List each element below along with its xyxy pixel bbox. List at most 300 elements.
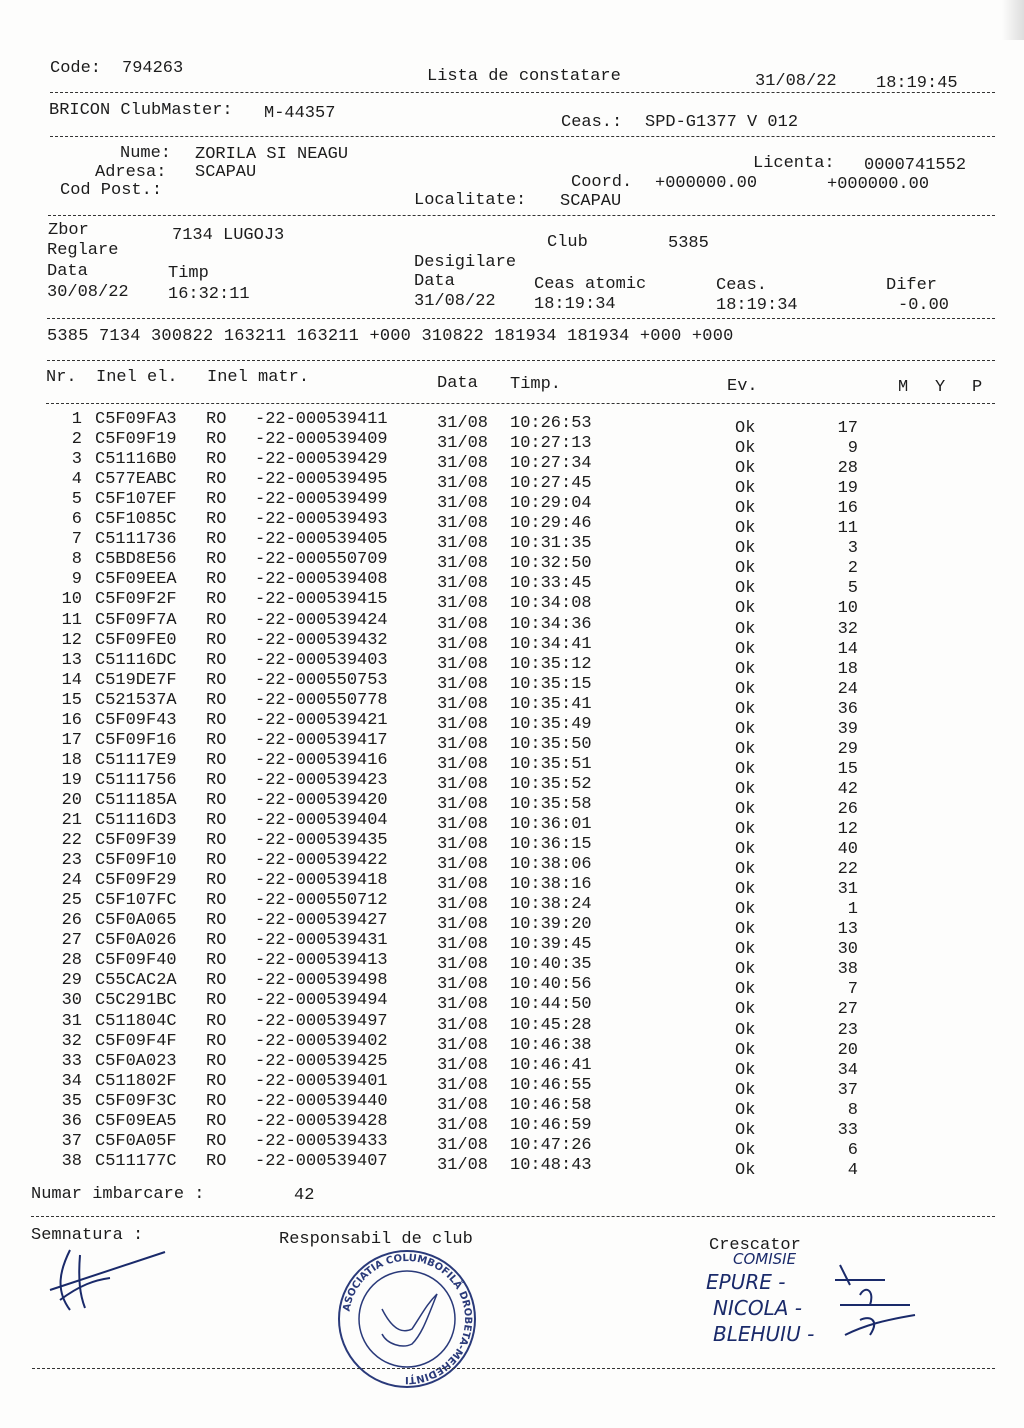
table-row [0, 911, 1024, 940]
row-nr: 4 [71, 470, 82, 490]
row-date: 31/08 [437, 1055, 489, 1075]
row-inel-el: C5F09F3C [95, 1091, 177, 1111]
table-row [0, 570, 1024, 599]
ceas-atomic-value: 18:19:34 [534, 295, 616, 314]
row-inel-el: C5F0A05F [95, 1131, 177, 1151]
row-nr: 19 [61, 770, 82, 790]
row-nr: 14 [61, 670, 82, 690]
row-ev: Ok [735, 1140, 756, 1160]
row-rank: 40 [837, 840, 858, 860]
row-ev: Ok [735, 439, 756, 459]
row-nr: 7 [71, 530, 82, 550]
row-country: RO [206, 670, 227, 690]
row-country: RO [206, 590, 227, 610]
row-time: 10:35:51 [510, 754, 592, 774]
row-rank: 26 [837, 799, 858, 819]
row-country: RO [206, 1031, 227, 1051]
row-time: 10:26:53 [510, 414, 592, 433]
row-rank: 24 [837, 679, 858, 699]
row-country: RO [206, 790, 227, 810]
row-inel-el: C5F09FE0 [95, 630, 177, 650]
row-country: RO [206, 1131, 227, 1151]
table-row [0, 670, 1024, 699]
row-time: 10:35:50 [510, 734, 592, 754]
row-inel-el: C5F09F10 [95, 851, 177, 871]
row-nr: 35 [61, 1091, 82, 1111]
row-inel-el: C5111756 [95, 770, 177, 790]
row-ev: Ok [735, 1120, 756, 1140]
table-row [0, 1091, 1024, 1120]
row-nr: 13 [61, 650, 82, 670]
row-inel-matr: -22-000550709 [255, 550, 388, 570]
row-inel-el: C51117E9 [95, 750, 177, 770]
table-header [0, 368, 1024, 397]
row-country: RO [206, 931, 227, 951]
row-time: 10:35:15 [510, 674, 592, 694]
row-time: 10:38:16 [510, 875, 592, 895]
desigilare-data-label: Data [414, 272, 455, 291]
row-ev: Ok [735, 880, 756, 900]
row-date: 31/08 [437, 895, 489, 915]
localitate-value: SCAPAU [560, 192, 622, 211]
row-inel-matr: -22-000539420 [255, 790, 388, 810]
row-country: RO [206, 750, 227, 770]
row-nr: 6 [71, 510, 82, 530]
handwritten-epure: EPURE - [706, 1270, 786, 1294]
divider [47, 318, 995, 319]
row-inel-matr: -22-000550778 [255, 690, 388, 710]
row-rank: 28 [837, 459, 858, 479]
row-country: RO [206, 530, 227, 550]
handwritten-blehuiu: BLEHUIU - [713, 1322, 815, 1346]
coord-label: Coord. [571, 173, 633, 192]
localitate-label: Localitate: [414, 191, 527, 210]
row-country: RO [206, 650, 227, 670]
row-ev: Ok [735, 659, 756, 679]
row-rank: 30 [837, 940, 858, 960]
table-row [0, 811, 1024, 839]
row-date: 31/08 [437, 574, 489, 594]
row-inel-matr: -22-000539405 [255, 530, 388, 550]
row-rank: 27 [837, 1000, 858, 1020]
row-inel-el: C5111736 [95, 530, 177, 550]
row-date: 31/08 [437, 915, 489, 935]
row-country: RO [206, 690, 227, 710]
row-nr: 37 [61, 1131, 82, 1151]
table-row [0, 610, 1024, 639]
row-time: 10:38:06 [510, 855, 592, 875]
ceas-clock-label: Ceas. [716, 276, 768, 295]
row-inel-matr: -22-000539440 [255, 1091, 388, 1111]
row-ev: Ok [735, 579, 756, 599]
table-row [0, 530, 1024, 559]
row-ev: Ok [735, 1100, 756, 1120]
table-row [0, 1071, 1024, 1100]
row-nr: 29 [61, 971, 82, 991]
row-inel-el: C5F1085C [95, 510, 177, 530]
row-time: 10:36:01 [510, 815, 592, 834]
table-row [0, 931, 1024, 960]
row-country: RO [206, 610, 227, 630]
row-date: 31/08 [437, 995, 489, 1015]
row-inel-matr: -22-000539408 [255, 570, 388, 590]
row-inel-el: C5F09F4F [95, 1031, 177, 1051]
row-ev: Ok [735, 960, 756, 980]
row-rank: 17 [837, 419, 858, 438]
row-date: 31/08 [437, 1095, 489, 1115]
row-time: 10:40:56 [510, 975, 592, 995]
row-country: RO [206, 490, 227, 510]
row-time: 10:38:24 [510, 895, 592, 915]
row-nr: 21 [61, 811, 82, 830]
col-m: M [898, 378, 909, 397]
table-row [0, 650, 1024, 679]
row-date: 31/08 [437, 754, 489, 774]
row-ev: Ok [735, 840, 756, 860]
row-ev: Ok [735, 1080, 756, 1100]
row-date: 31/08 [437, 614, 489, 634]
nume-value: ZORILA SI NEAGU [195, 145, 349, 164]
row-date: 31/08 [437, 935, 489, 955]
row-nr: 2 [71, 430, 82, 450]
row-rank: 22 [837, 860, 858, 880]
row-rank: 13 [837, 920, 858, 940]
divider [31, 1216, 995, 1217]
row-inel-matr: -22-000539407 [255, 1151, 388, 1171]
row-date: 31/08 [437, 474, 489, 494]
row-rank: 8 [847, 1100, 858, 1120]
row-rank: 23 [837, 1020, 858, 1040]
row-date: 31/08 [437, 414, 489, 433]
svg-text:ASOCIATIA COLUMBOFILĂ DROBETA-: ASOCIATIA COLUMBOFILĂ DROBETA-MEHEDINȚI [341, 1252, 474, 1386]
handwritten-nicola: NICOLA - [713, 1296, 802, 1320]
row-ev: Ok [735, 599, 756, 619]
row-rank: 33 [837, 1120, 858, 1140]
row-nr: 12 [61, 630, 82, 650]
row-nr: 34 [61, 1071, 82, 1091]
row-inel-matr: -22-000539411 [255, 410, 388, 429]
ceas-atomic-label: Ceas atomic [534, 275, 647, 294]
row-rank: 7 [847, 980, 858, 1000]
row-inel-el: C51116D3 [95, 811, 177, 830]
club-label: Club [547, 233, 588, 252]
row-time: 10:48:43 [510, 1155, 592, 1175]
row-inel-el: C5F09F2F [95, 590, 177, 610]
row-inel-matr: -22-000539499 [255, 490, 388, 510]
table-row [0, 630, 1024, 659]
row-date: 31/08 [437, 794, 489, 814]
row-time: 10:33:45 [510, 574, 592, 594]
row-time: 10:35:58 [510, 794, 592, 814]
row-ev: Ok [735, 1000, 756, 1020]
row-country: RO [206, 991, 227, 1011]
row-nr: 20 [61, 790, 82, 810]
row-inel-el: C5F09EA5 [95, 1111, 177, 1131]
imbarcare-value: 42 [294, 1186, 315, 1205]
row-time: 10:27:45 [510, 474, 592, 494]
row-ev: Ok [735, 539, 756, 559]
row-country: RO [206, 430, 227, 450]
row-inel-matr: -22-000539429 [255, 450, 388, 470]
row-time: 10:27:13 [510, 434, 592, 454]
licenta-value: 0000741552 [864, 156, 967, 175]
row-inel-el: C5F09EEA [95, 570, 177, 590]
handwritten-initials [820, 1250, 930, 1350]
row-time: 10:34:08 [510, 594, 592, 614]
row-inel-el: C511802F [95, 1071, 177, 1091]
row-time: 10:46:58 [510, 1095, 592, 1115]
row-country: RO [206, 831, 227, 851]
table-row [0, 1131, 1024, 1160]
row-nr: 15 [61, 690, 82, 710]
row-nr: 30 [61, 991, 82, 1011]
table-row [0, 1031, 1024, 1060]
row-ev: Ok [735, 799, 756, 819]
row-inel-matr: -22-000539416 [255, 750, 388, 770]
row-inel-matr: -22-000539418 [255, 871, 388, 891]
row-date: 31/08 [437, 434, 489, 454]
row-nr: 33 [61, 1051, 82, 1071]
row-country: RO [206, 710, 227, 730]
row-country: RO [206, 911, 227, 931]
row-ev: Ok [735, 1160, 756, 1180]
row-nr: 23 [61, 851, 82, 871]
row-country: RO [206, 971, 227, 991]
row-date: 31/08 [437, 534, 489, 554]
coord-x: +000000.00 [655, 174, 758, 193]
row-inel-el: C51116B0 [95, 450, 177, 470]
row-date: 31/08 [437, 1115, 489, 1135]
row-inel-el: C5F09F16 [95, 730, 177, 750]
row-date: 31/08 [437, 734, 489, 754]
row-ev: Ok [735, 719, 756, 739]
row-inel-matr: -22-000539404 [255, 811, 388, 830]
col-p: P [972, 378, 983, 397]
row-time: 10:34:36 [510, 614, 592, 634]
table-row [0, 690, 1024, 719]
table-row [0, 510, 1024, 539]
table-row [0, 971, 1024, 1000]
reglare-data: 30/08/22 [47, 283, 129, 302]
row-ev: Ok [735, 1040, 756, 1060]
row-date: 31/08 [437, 694, 489, 714]
row-inel-matr: -22-000539498 [255, 971, 388, 991]
row-ev: Ok [735, 739, 756, 759]
row-date: 31/08 [437, 875, 489, 895]
table-row [0, 951, 1024, 980]
row-time: 10:34:41 [510, 634, 592, 654]
col-data: Data [437, 374, 478, 393]
row-ev: Ok [735, 759, 756, 779]
row-rank: 14 [837, 639, 858, 659]
row-rank: 11 [837, 519, 858, 539]
row-ev: Ok [735, 980, 756, 1000]
row-nr: 25 [61, 891, 82, 911]
row-nr: 26 [61, 911, 82, 931]
row-ev: Ok [735, 519, 756, 539]
table-row [0, 550, 1024, 579]
row-date: 31/08 [437, 815, 489, 834]
row-country: RO [206, 470, 227, 490]
row-inel-el: C511804C [95, 1011, 177, 1031]
row-inel-el: C5F09F19 [95, 430, 177, 450]
row-rank: 34 [837, 1060, 858, 1080]
col-inel-matr: Inel matr. [207, 368, 310, 387]
row-ev: Ok [735, 820, 756, 839]
row-inel-matr: -22-000539493 [255, 510, 388, 530]
row-date: 31/08 [437, 494, 489, 514]
row-inel-el: C5F107EF [95, 490, 177, 510]
row-rank: 31 [837, 880, 858, 900]
table-row [0, 750, 1024, 779]
row-rank: 42 [837, 779, 858, 799]
row-inel-el: C5F0A023 [95, 1051, 177, 1071]
code-label: Code: [50, 59, 102, 78]
row-inel-matr: -22-000539421 [255, 710, 388, 730]
row-country: RO [206, 410, 227, 429]
code-value: 794263 [122, 59, 184, 78]
row-rank: 5 [847, 579, 858, 599]
code-line: 5385 7134 300822 163211 163211 +000 310822 181934 181934 +000 +000 [47, 327, 734, 346]
row-time: 10:46:59 [510, 1115, 592, 1135]
row-ev: Ok [735, 1060, 756, 1080]
table-row [0, 770, 1024, 799]
table-row [0, 730, 1024, 759]
table-row [0, 470, 1024, 499]
row-time: 10:36:15 [510, 835, 592, 855]
row-rank: 32 [837, 619, 858, 639]
table-row [0, 410, 1024, 438]
row-time: 10:35:12 [510, 654, 592, 674]
row-nr: 8 [71, 550, 82, 570]
row-inel-el: C5F09F43 [95, 710, 177, 730]
table-row [0, 590, 1024, 619]
row-ev: Ok [735, 499, 756, 519]
print-date: 31/08/22 [755, 72, 837, 91]
row-inel-el: C511185A [95, 790, 177, 810]
row-inel-el: C5F107FC [95, 891, 177, 911]
row-inel-matr: -22-000539424 [255, 610, 388, 630]
semnatura-label: Semnatura : [31, 1226, 144, 1245]
row-inel-matr: -22-000539402 [255, 1031, 388, 1051]
divider [47, 360, 995, 361]
row-time: 10:35:52 [510, 774, 592, 794]
row-nr: 36 [61, 1111, 82, 1131]
row-ev: Ok [735, 779, 756, 799]
row-date: 31/08 [437, 975, 489, 995]
row-time: 10:47:26 [510, 1135, 592, 1155]
row-time: 10:32:50 [510, 554, 592, 574]
row-nr: 10 [61, 590, 82, 610]
row-time: 10:39:45 [510, 935, 592, 955]
table-row [0, 490, 1024, 519]
row-rank: 2 [847, 559, 858, 579]
row-time: 10:39:20 [510, 915, 592, 935]
row-date: 31/08 [437, 1135, 489, 1155]
adresa-value: SCAPAU [195, 163, 257, 182]
row-nr: 17 [61, 730, 82, 750]
row-country: RO [206, 450, 227, 470]
row-inel-el: C511177C [95, 1151, 177, 1171]
row-country: RO [206, 1071, 227, 1091]
row-ev: Ok [735, 639, 756, 659]
row-inel-el: C521537A [95, 690, 177, 710]
row-inel-matr: -22-000539435 [255, 831, 388, 851]
row-date: 31/08 [437, 1155, 489, 1175]
row-date: 31/08 [437, 714, 489, 734]
row-ev: Ok [735, 920, 756, 940]
row-inel-matr: -22-000550753 [255, 670, 388, 690]
row-inel-el: C55CAC2A [95, 971, 177, 991]
ceas-clock-value: 18:19:34 [716, 296, 798, 315]
row-rank: 15 [837, 759, 858, 779]
row-rank: 37 [837, 1080, 858, 1100]
row-country: RO [206, 1111, 227, 1131]
col-inel-el: Inel el. [96, 368, 178, 387]
table-row [0, 430, 1024, 459]
row-nr: 28 [61, 951, 82, 971]
table-row [0, 450, 1024, 479]
row-inel-matr: -22-000539428 [255, 1111, 388, 1131]
row-inel-el: C5F0A026 [95, 931, 177, 951]
row-inel-matr: -22-000539495 [255, 470, 388, 490]
desigilare-data: 31/08/22 [414, 292, 496, 311]
table-row [0, 1151, 1024, 1180]
row-date: 31/08 [437, 1015, 489, 1035]
reglare-data-label: Data [47, 262, 88, 281]
row-rank: 4 [847, 1160, 858, 1180]
table-row [0, 871, 1024, 900]
row-inel-matr: -22-000539413 [255, 951, 388, 971]
row-country: RO [206, 1051, 227, 1071]
row-time: 10:29:04 [510, 494, 592, 514]
row-country: RO [206, 730, 227, 750]
row-ev: Ok [735, 419, 756, 438]
reglare-timp: 16:32:11 [168, 285, 250, 304]
row-date: 31/08 [437, 594, 489, 614]
crescator-label: Crescator [709, 1236, 801, 1255]
row-nr: 31 [61, 1011, 82, 1031]
table-row [0, 891, 1024, 920]
row-nr: 22 [61, 831, 82, 851]
row-nr: 24 [61, 871, 82, 891]
divider [50, 92, 995, 93]
difer-label: Difer [886, 276, 938, 295]
row-inel-el: C5F09F39 [95, 831, 177, 851]
row-inel-matr: -22-000539432 [255, 630, 388, 650]
row-rank: 16 [837, 499, 858, 519]
row-date: 31/08 [437, 774, 489, 794]
row-inel-el: C5F0A065 [95, 911, 177, 931]
row-rank: 6 [847, 1140, 858, 1160]
divider [48, 215, 995, 216]
row-date: 31/08 [437, 654, 489, 674]
table-row [0, 1051, 1024, 1080]
licenta-label: Licenta: [753, 154, 835, 173]
row-country: RO [206, 770, 227, 790]
row-country: RO [206, 630, 227, 650]
divider [46, 403, 995, 404]
row-rank: 12 [837, 820, 858, 839]
row-time: 10:45:28 [510, 1015, 592, 1035]
row-nr: 3 [71, 450, 82, 470]
imbarcare-label: Numar imbarcare : [31, 1185, 205, 1204]
row-ev: Ok [735, 1020, 756, 1040]
row-country: RO [206, 871, 227, 891]
print-time: 18:19:45 [876, 74, 958, 93]
row-nr: 38 [61, 1151, 82, 1171]
row-inel-matr: -22-000539403 [255, 650, 388, 670]
